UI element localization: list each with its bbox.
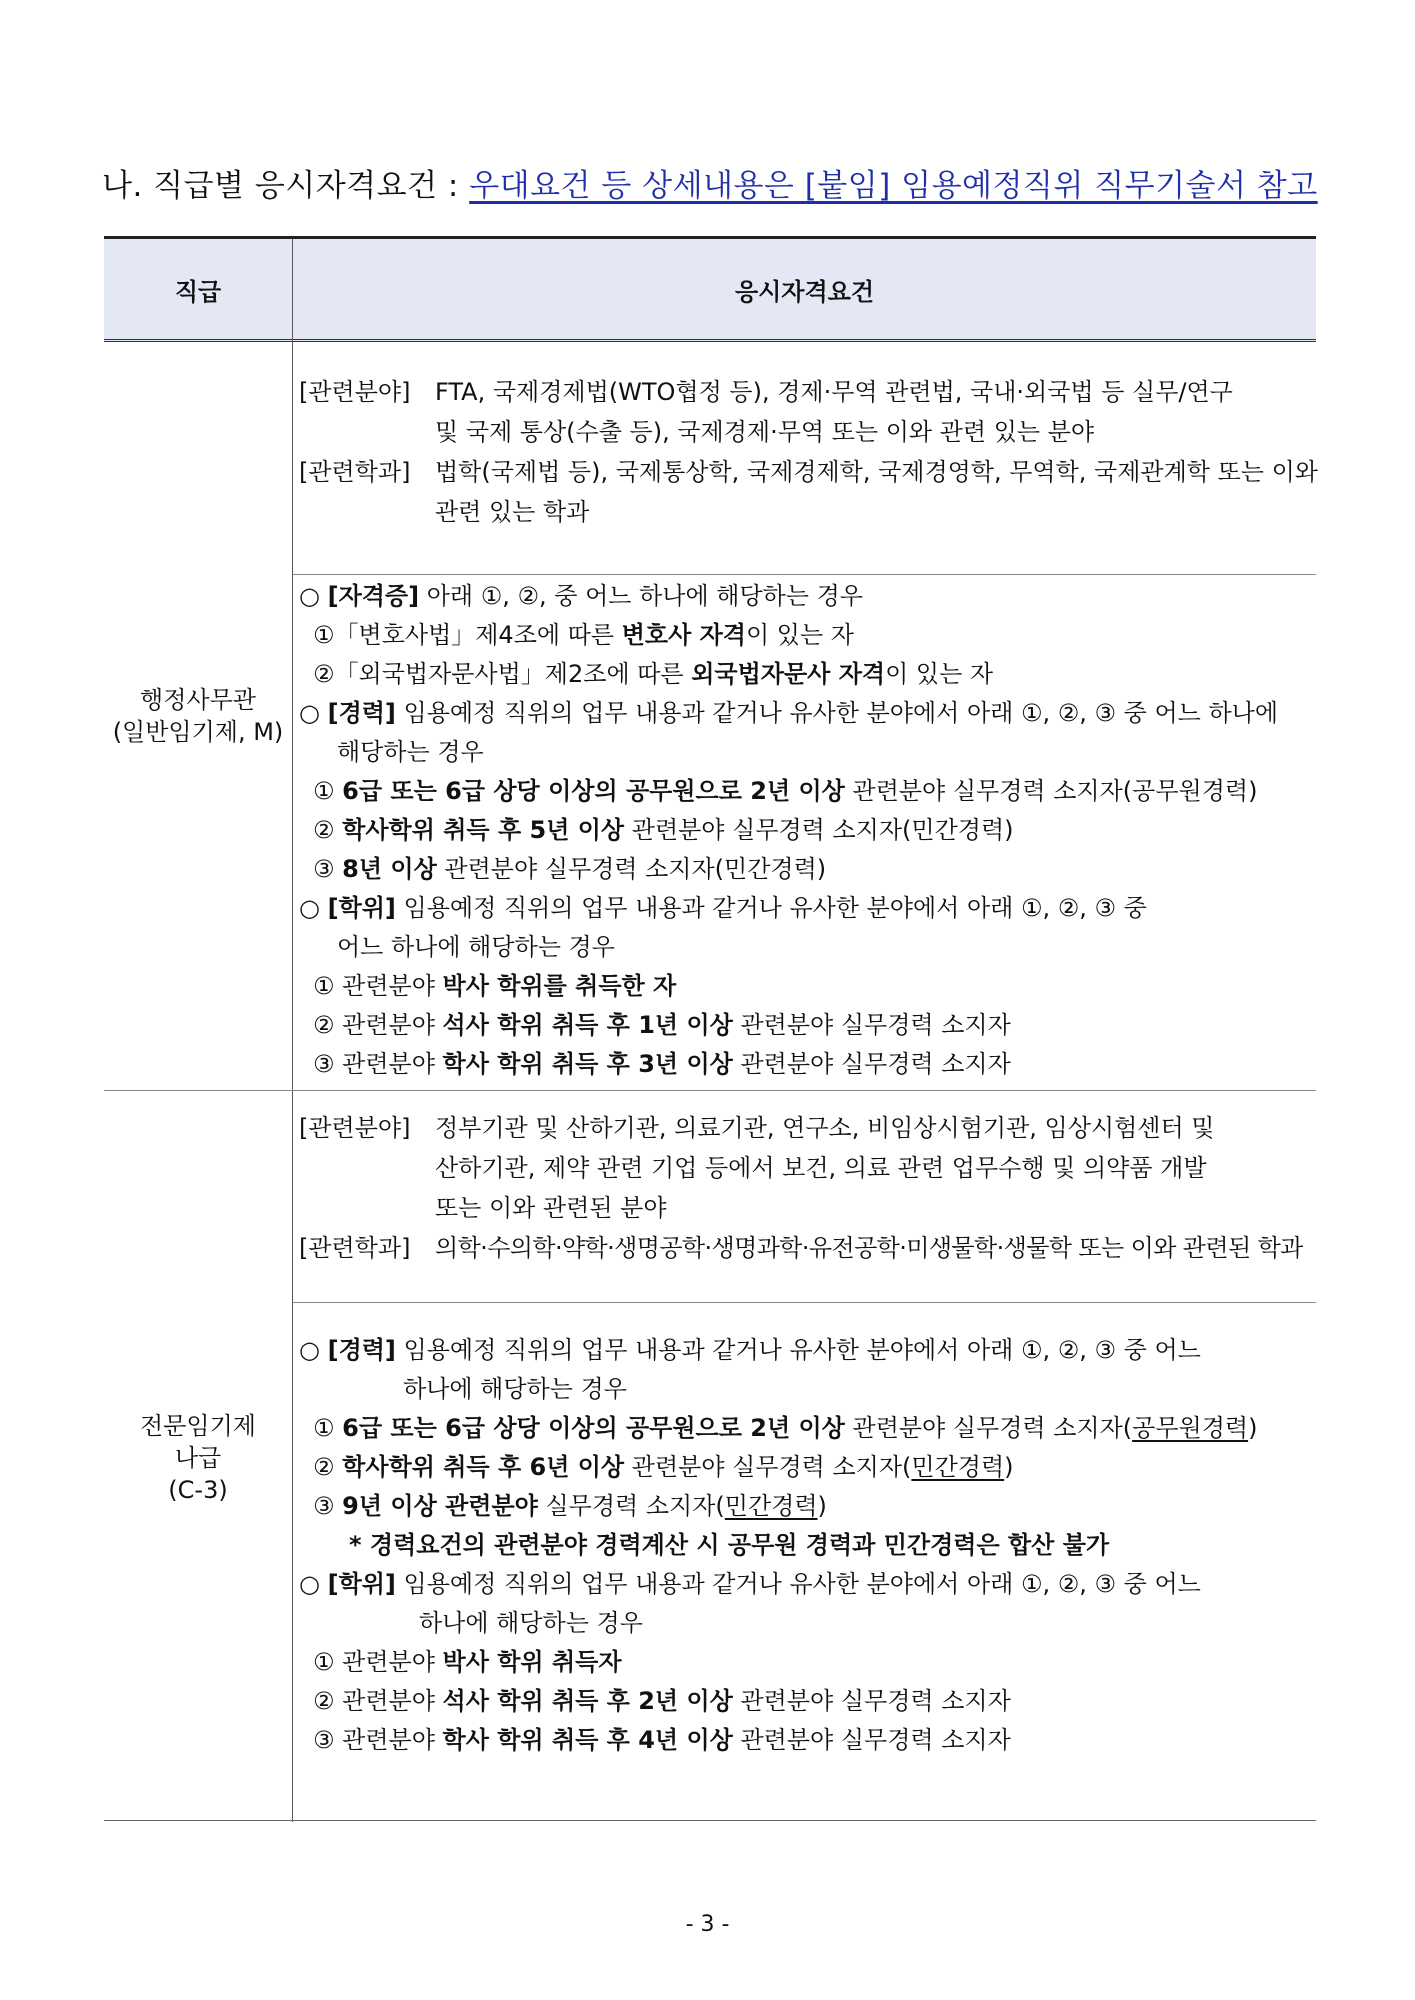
requirement-line: ② 학사학위 취득 후 5년 이상 관련분야 실무경력 소지자(민간경력) bbox=[313, 816, 1014, 844]
requirement-line: ③ 9년 이상 관련분야 실무경력 소지자(민간경력) bbox=[313, 1492, 827, 1520]
requirement-line: ②「외국법자문사법」제2조에 따른 외국법자문사 자격이 있는 자 bbox=[313, 660, 994, 688]
heading-prefix: 나. 직급별 응시자격요건 : bbox=[102, 168, 470, 204]
requirement-line: 하나에 해당하는 경우 bbox=[419, 1609, 643, 1637]
requirement-line: ③ 8년 이상 관련분야 실무경력 소지자(민간경력) bbox=[313, 855, 827, 883]
field-text: 산하기관, 제약 관련 기업 등에서 보건, 의료 관련 업무수행 및 의약품 개발 bbox=[435, 1154, 1207, 1182]
table-bottom-border bbox=[104, 1820, 1316, 1821]
rank-cell-2 bbox=[104, 1410, 292, 1506]
requirement-line: ② 학사학위 취득 후 6년 이상 관련분야 실무경력 소지자(민간경력) bbox=[313, 1453, 1014, 1481]
requirement-line: ○ [학위] 임용예정 직위의 업무 내용과 같거나 유사한 분야에서 아래 ①, ②, ③ 중 어느 bbox=[299, 1570, 1201, 1598]
requirement-line: ① 관련분야 박사 학위를 취득한 자 bbox=[313, 972, 677, 1000]
requirement-line: 해당하는 경우 bbox=[337, 738, 484, 766]
requirement-line: ② 관련분야 석사 학위 취득 후 2년 이상 관련분야 실무경력 소지자 bbox=[313, 1687, 1011, 1715]
column-divider bbox=[292, 239, 293, 1822]
field-label: [관련분야] bbox=[299, 1114, 411, 1142]
page-number: - 3 - bbox=[685, 1912, 730, 1937]
requirement-line: ① 관련분야 박사 학위 취득자 bbox=[313, 1648, 622, 1676]
section-heading bbox=[102, 160, 1342, 205]
field-label: [관련분야] bbox=[299, 378, 411, 406]
row-1-inner-divider bbox=[293, 574, 1316, 575]
requirement-line: ○ [경력] 임용예정 직위의 업무 내용과 같거나 유사한 분야에서 아래 ①, ②, ③ 중 어느 bbox=[299, 1336, 1201, 1364]
rank-line: 나급 bbox=[174, 1444, 222, 1472]
table-header-row bbox=[104, 239, 1316, 342]
field-text: 의학·수의학·약학·생명공학·생명과학·유전공학·미생물학·생물학 또는 이와 관련된 학과 bbox=[435, 1234, 1303, 1262]
requirement-line: 어느 하나에 해당하는 경우 bbox=[337, 933, 615, 961]
reference-link[interactable]: 우대요건 등 상세내용은 [붙임] 임용예정직위 직무기술서 참고 bbox=[469, 168, 1318, 204]
header-requirements: 응시자격요건 bbox=[734, 277, 875, 306]
requirement-line: ③ 관련분야 학사 학위 취득 후 3년 이상 관련분야 실무경력 소지자 bbox=[313, 1050, 1011, 1078]
field-text: 관련 있는 학과 bbox=[435, 498, 590, 526]
rank-cell-1 bbox=[104, 684, 292, 748]
rank-line: 행정사무관 bbox=[140, 686, 256, 714]
requirements-table bbox=[104, 236, 1316, 1822]
requirement-line: ① 6급 또는 6급 상당 이상의 공무원으로 2년 이상 관련분야 실무경력 소지자(공무원경력) bbox=[313, 777, 1258, 805]
field-text: 및 국제 통상(수출 등), 국제경제·무역 또는 이와 관련 있는 분야 bbox=[435, 418, 1095, 446]
rank-line: (일반임기제, M) bbox=[112, 718, 284, 746]
row-divider bbox=[104, 1090, 1316, 1091]
field-text: 법학(국제법 등), 국제통상학, 국제경제학, 국제경영학, 무역학, 국제관계학 또는 이와 bbox=[435, 458, 1318, 486]
field-text: 정부기관 및 산하기관, 의료기관, 연구소, 비임상시험기관, 임상시험센터 및 bbox=[435, 1114, 1215, 1142]
requirement-line: ①「변호사법」제4조에 따른 변호사 자격이 있는 자 bbox=[313, 621, 854, 649]
rank-line: 전문임기제 bbox=[140, 1412, 256, 1440]
requirement-line: ② 관련분야 석사 학위 취득 후 1년 이상 관련분야 실무경력 소지자 bbox=[313, 1011, 1011, 1039]
row-2-inner-divider bbox=[293, 1302, 1316, 1303]
requirement-line: ③ 관련분야 학사 학위 취득 후 4년 이상 관련분야 실무경력 소지자 bbox=[313, 1726, 1011, 1754]
field-text: FTA, 국제경제법(WTO협정 등), 경제·무역 관련법, 국내·외국법 등 실무/연구 bbox=[435, 378, 1233, 406]
requirement-line: ○ [경력] 임용예정 직위의 업무 내용과 같거나 유사한 분야에서 아래 ①, ②, ③ 중 어느 하나에 bbox=[299, 699, 1279, 727]
rank-line: (C-3) bbox=[168, 1476, 228, 1504]
requirement-line: 하나에 해당하는 경우 bbox=[403, 1375, 627, 1403]
field-label: [관련학과] bbox=[299, 1234, 411, 1262]
field-label: [관련학과] bbox=[299, 458, 411, 486]
requirement-line: ○ [학위] 임용예정 직위의 업무 내용과 같거나 유사한 분야에서 아래 ①, ②, ③ 중 bbox=[299, 894, 1147, 922]
header-rank: 직급 bbox=[174, 277, 222, 306]
requirement-line: ① 6급 또는 6급 상당 이상의 공무원으로 2년 이상 관련분야 실무경력 소지자(공무원경력) bbox=[313, 1414, 1258, 1442]
career-note: * 경력요건의 관련분야 경력계산 시 공무원 경력과 민간경력은 합산 불가 bbox=[349, 1531, 1110, 1559]
field-text: 또는 이와 관련된 분야 bbox=[435, 1194, 667, 1222]
requirement-line: ○ [자격증] 아래 ①, ②, 중 어느 하나에 해당하는 경우 bbox=[299, 582, 863, 610]
